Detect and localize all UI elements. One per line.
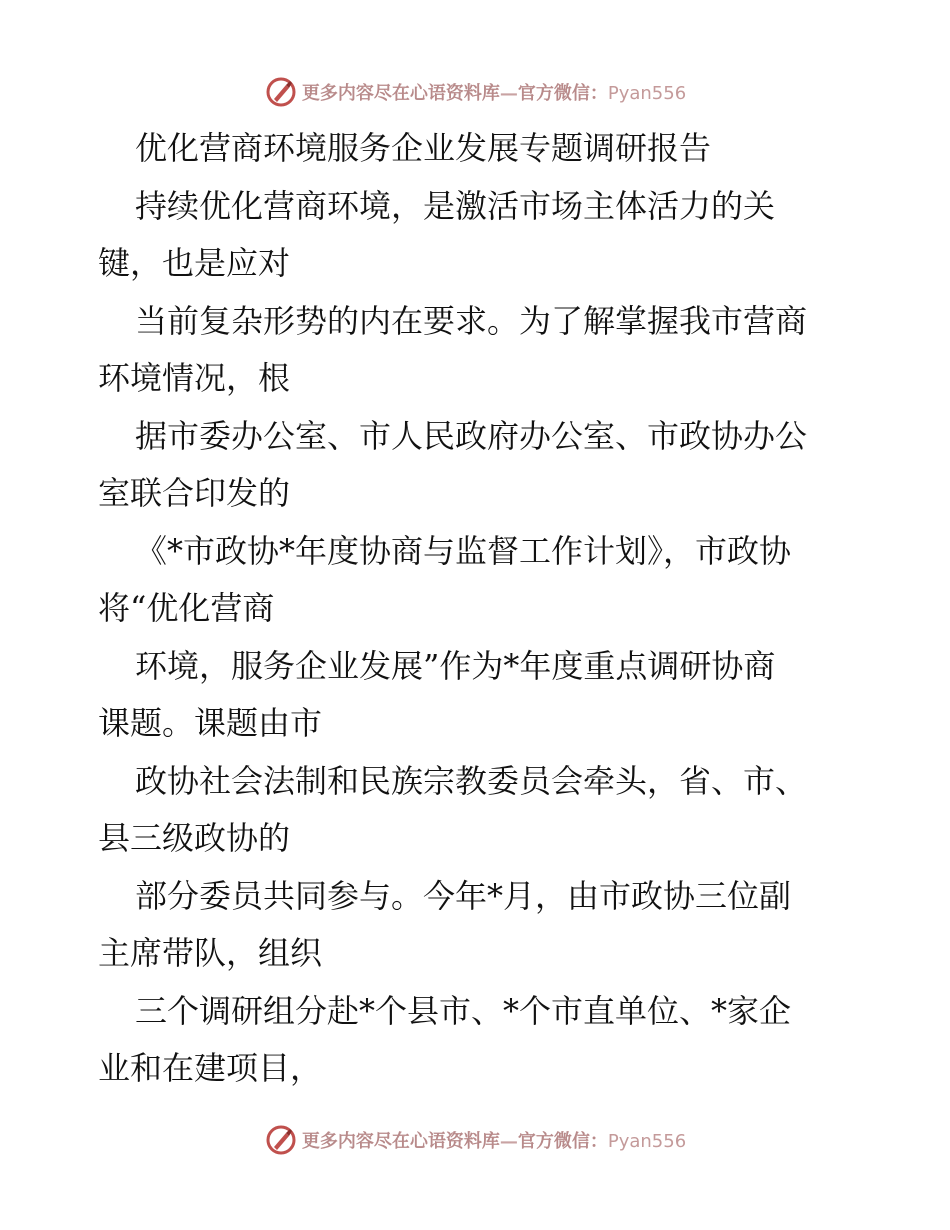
watermark-label: 官方微信： [517,1131,608,1152]
paragraph-line: 室联合印发的 [98,474,291,512]
paragraph-line: 部分委员共同参与。今年*月，由市政协三位副 [135,876,792,915]
pen-logo-icon [264,1123,298,1157]
paragraph-line: 据市委办公室、市人民政府办公室、市政协办公 [135,416,808,455]
paragraph-line: 业和在建项目， [98,1049,323,1087]
paragraph-line: 将“优化营商 [98,589,275,627]
watermark-main: 更多内容尽在心语资料库 [301,1131,500,1152]
watermark-text [302,79,686,105]
paragraph-line: 县三级政协的 [98,819,291,857]
watermark-text [302,1127,686,1153]
paragraph-line: 课题。课题由市 [98,704,323,742]
watermark-separator: — [499,83,518,104]
paragraph-line: 环境，服务企业发展”作为*年度重点调研协商 [135,646,776,685]
watermark-separator: — [499,1131,518,1152]
watermark-main: 更多内容尽在心语资料库 [301,83,500,104]
paragraph-line: 《*市政协*年度协商与监督工作计划》，市政协 [135,531,792,570]
paragraph-line: 持续优化营商环境，是激活市场主体活力的关 [135,186,776,225]
paragraph-line: 主席带队，组织 [98,934,323,972]
paragraph-line: 当前复杂形势的内在要求。为了解掌握我市营商 [135,301,808,340]
paragraph-line: 键，也是应对 [98,244,291,282]
paragraph-line: 环境情况，根 [98,359,291,397]
pen-logo-icon [264,75,298,109]
watermark-footer [0,1120,950,1160]
watermark-id: Pyan556 [607,1131,687,1152]
watermark-label: 官方微信： [517,83,608,104]
document-title: 优化营商环境服务企业发展专题调研报告 [135,129,712,167]
paragraph-line: 三个调研组分赴*个县市、*个市直单位、*家企 [135,991,792,1030]
document-body [98,120,858,1098]
paragraph-line: 政协社会法制和民族宗教委员会牵头，省、市、 [135,761,808,800]
watermark-header [0,72,950,112]
watermark-id: Pyan556 [607,83,687,104]
